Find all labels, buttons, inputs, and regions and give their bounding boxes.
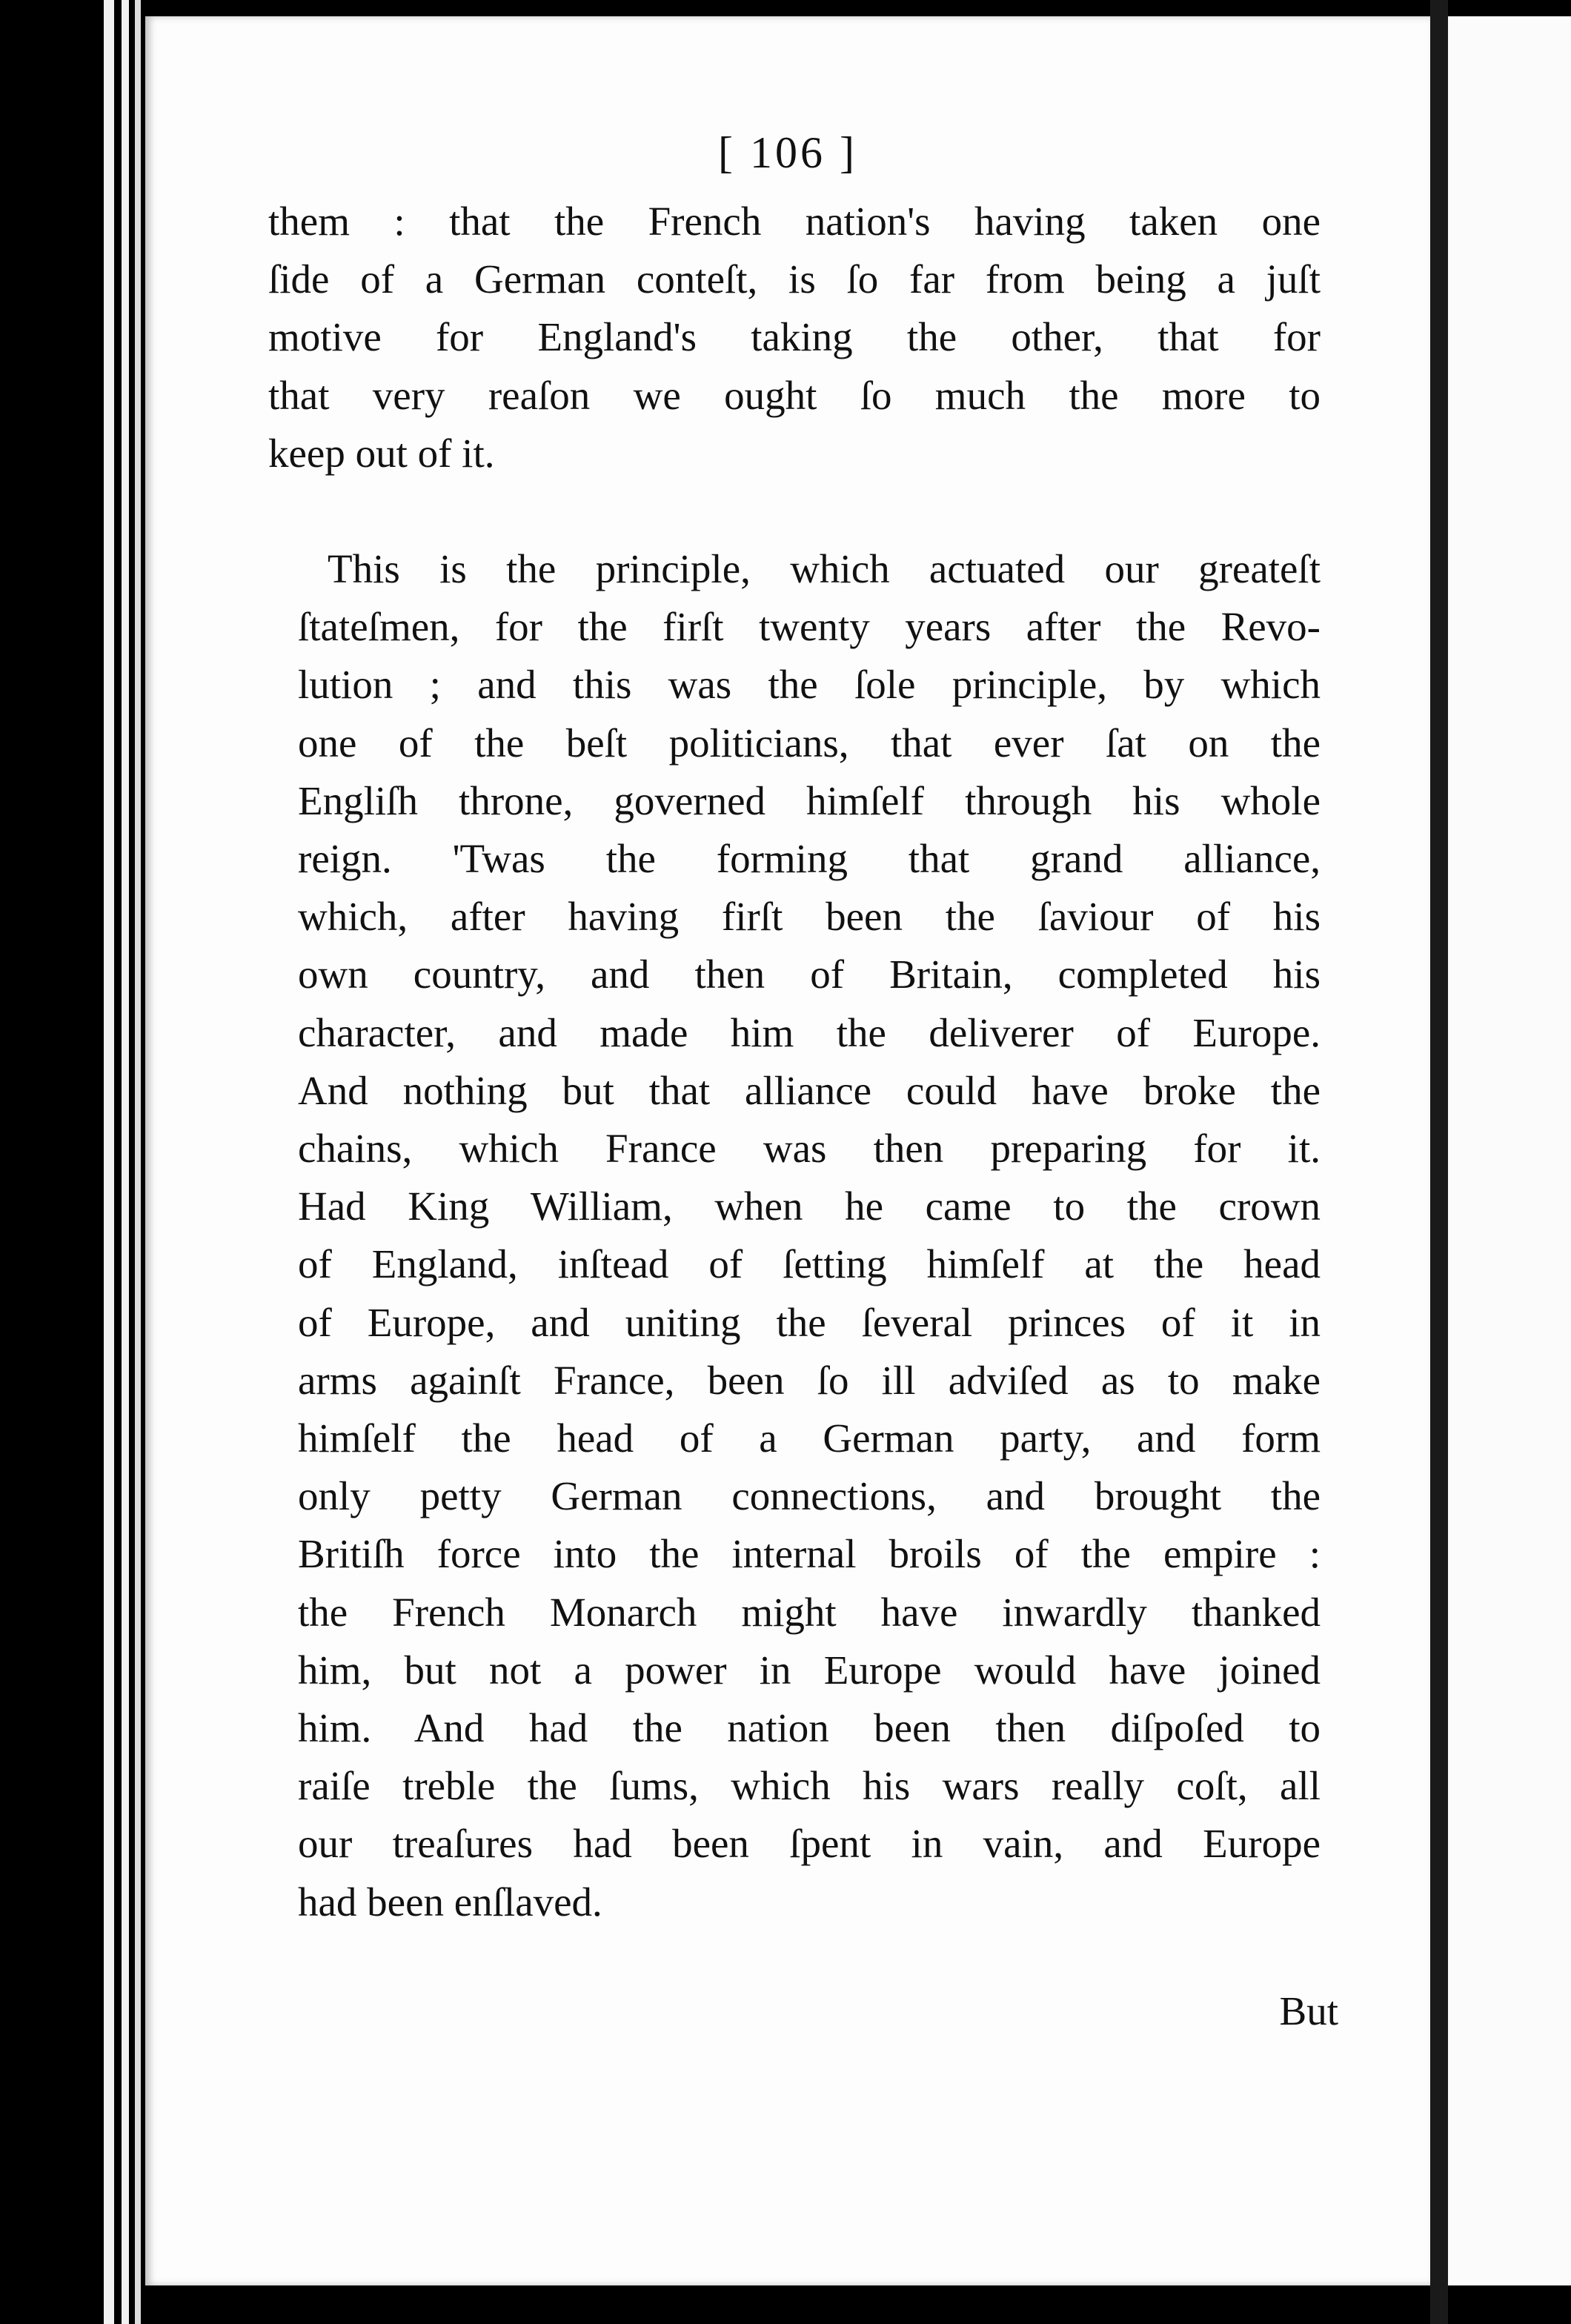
text-line: This is the principle, which actuated our greateſt bbox=[328, 546, 1321, 592]
text-line: him. And had the nation been then diſpoſed to bbox=[298, 1705, 1321, 1751]
page-edge bbox=[135, 0, 141, 2324]
book-page bbox=[145, 16, 1430, 2285]
book-gutter bbox=[1430, 0, 1448, 2324]
text-line: arms againſt France, been ſo ill adviſed as to make bbox=[298, 1357, 1321, 1403]
page-edge bbox=[122, 0, 129, 2324]
text-line: keep out of it. bbox=[268, 430, 495, 476]
text-line: reign. 'Twas the forming that grand alliance, bbox=[298, 836, 1321, 882]
text-line: one of the beſt politicians, that ever ſat on the bbox=[298, 720, 1321, 766]
text-line: him, but not a power in Europe would have joined bbox=[298, 1647, 1321, 1693]
text-line: himſelf the head of a German party, and form bbox=[298, 1415, 1321, 1461]
text-line: which, after having firſt been the ſaviour of his bbox=[298, 894, 1321, 940]
text-line: lution ; and this was the ſole principle, by which bbox=[298, 662, 1321, 708]
text-line: them : that the French nation's having taken one bbox=[268, 199, 1321, 244]
text-line: of Europe, and uniting the ſeveral princes of it in bbox=[298, 1299, 1321, 1345]
text-line: only petty German connections, and brought the bbox=[298, 1473, 1321, 1519]
text-line: raiſe treble the ſums, which his wars really coſt, all bbox=[298, 1763, 1321, 1809]
text-line: Britiſh force into the internal broils of the empire : bbox=[298, 1531, 1321, 1577]
paragraph-gap bbox=[268, 482, 1321, 540]
text-line: character, and made him the deliverer of Europe. bbox=[298, 1009, 1321, 1055]
text-line: that very reaſon we ought ſo much the more to bbox=[268, 372, 1321, 418]
text-line: chains, which France was then preparing for it. bbox=[298, 1126, 1321, 1172]
text-line: ſtateſmen, for the firſt twenty years after the Revo- bbox=[298, 604, 1321, 650]
text-line: own country, and then of Britain, completed his bbox=[298, 952, 1321, 997]
paragraph-1 bbox=[268, 193, 1321, 482]
text-line: motive for England's taking the other, that for bbox=[268, 314, 1321, 360]
catchword: But bbox=[1279, 1988, 1338, 2034]
page-edge bbox=[104, 0, 114, 2324]
text-line: Engliſh throne, governed himſelf through his whole bbox=[298, 777, 1321, 823]
text-line: Had King William, when he came to the crown bbox=[298, 1183, 1321, 1229]
text-line: And nothing but that alliance could have broke the bbox=[298, 1067, 1321, 1113]
facing-page-edge bbox=[1448, 16, 1571, 2285]
text-line: the French Monarch might have inwardly thanked bbox=[298, 1589, 1321, 1635]
text-line: had been enſlaved. bbox=[298, 1879, 602, 1925]
body-text bbox=[268, 193, 1321, 1931]
paragraph-2 bbox=[268, 540, 1321, 1931]
text-line: ſide of a German conteſt, is ſo far from being a juſt bbox=[268, 256, 1321, 302]
text-line: our treaſures had been ſpent in vain, and Europe bbox=[298, 1821, 1321, 1867]
page-number: [ 106 ] bbox=[718, 128, 857, 177]
text-line: of England, inſtead of ſetting himſelf at the head bbox=[298, 1241, 1321, 1287]
